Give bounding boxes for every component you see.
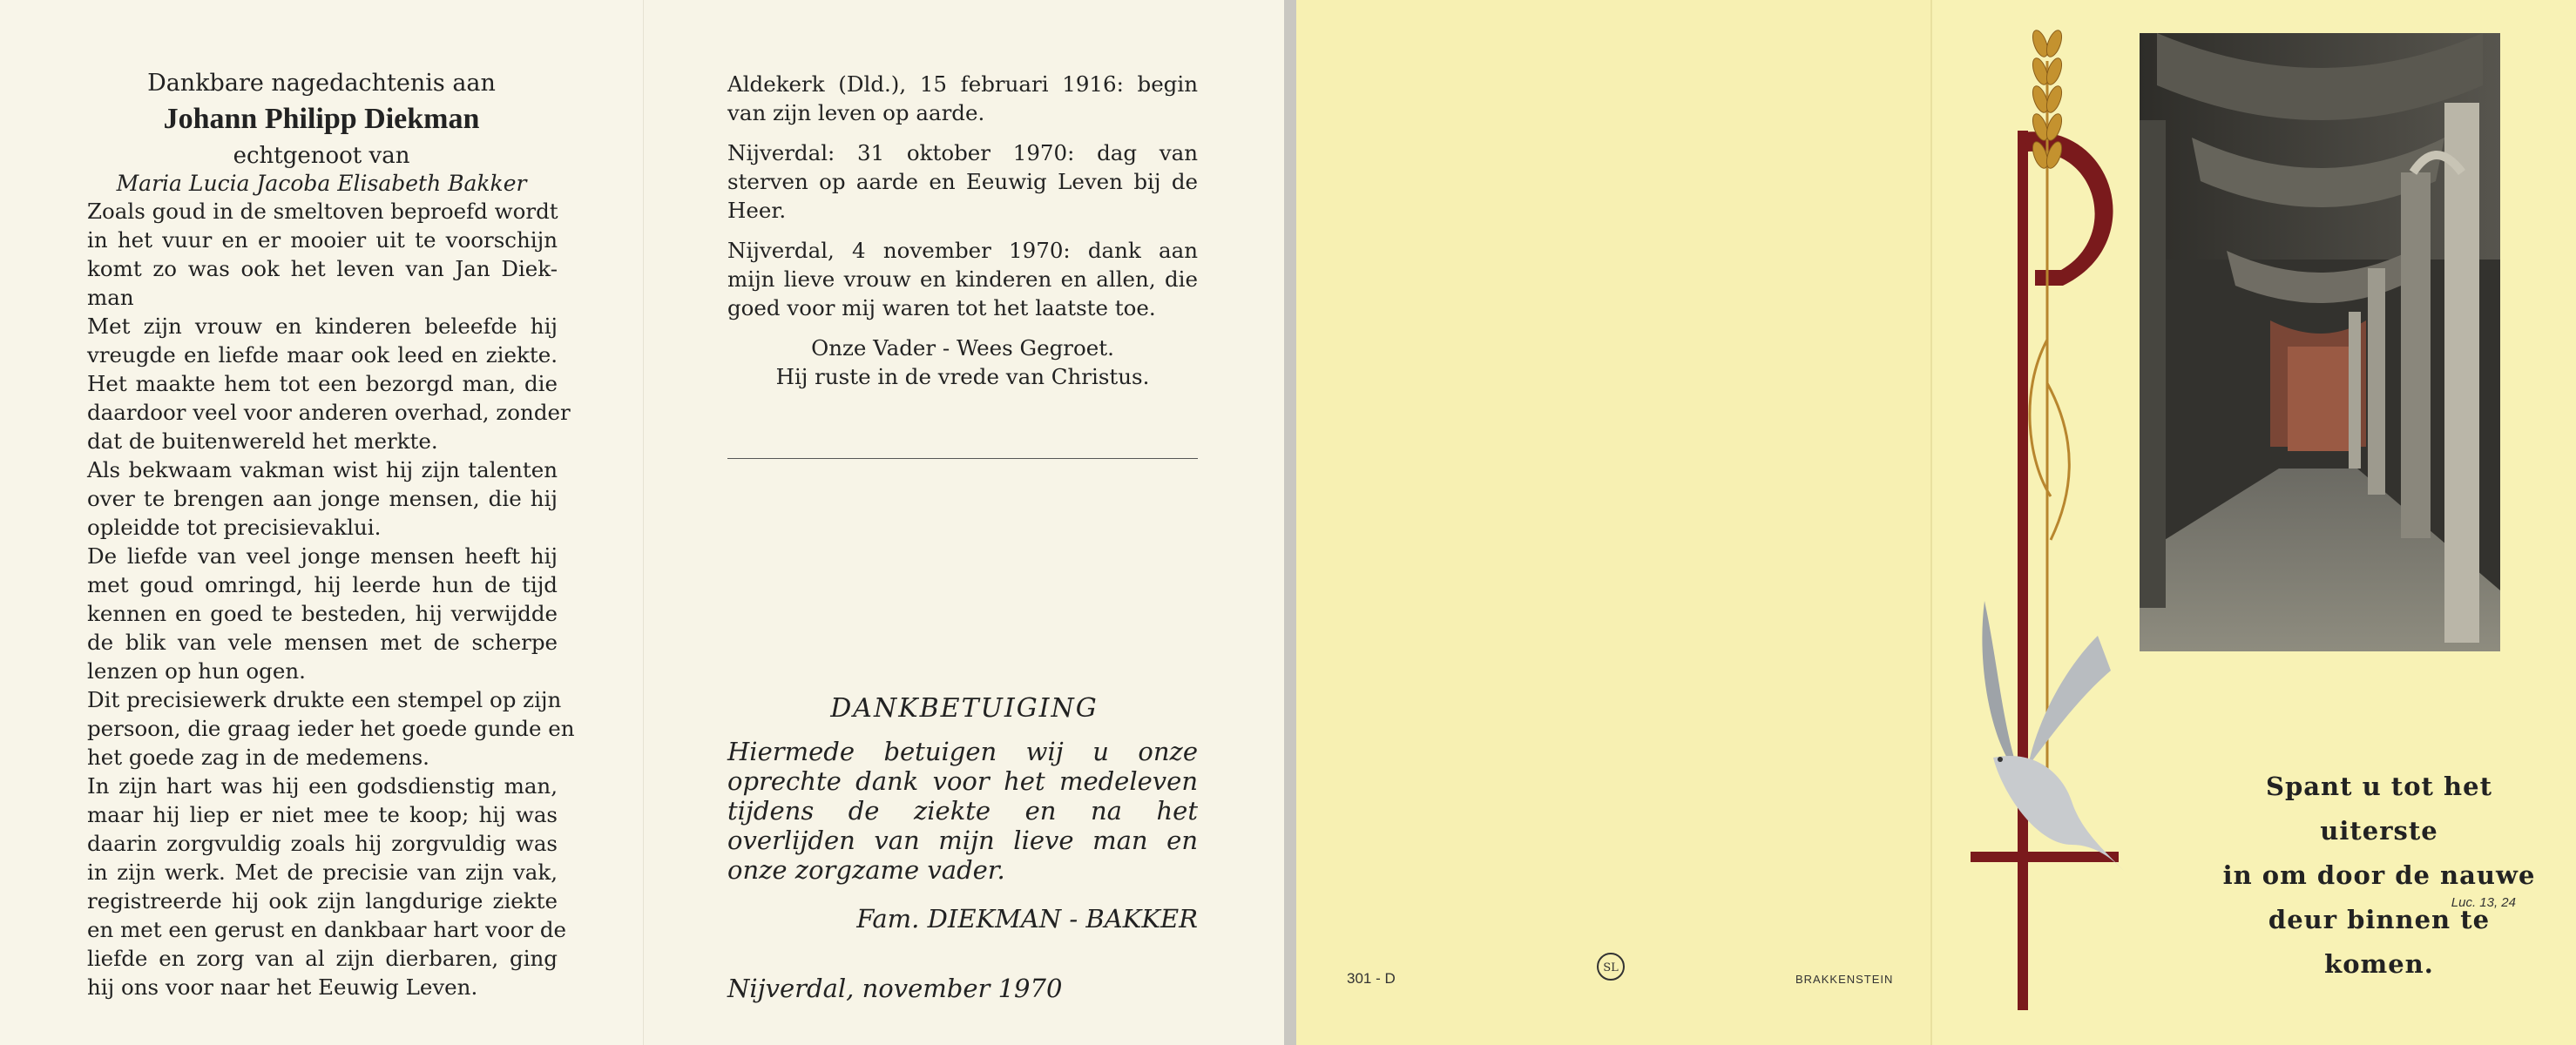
biography-line: Zoals goud in de smeltoven beproefd wordt <box>87 199 558 224</box>
thanks-title: DANKBETUIGING <box>830 693 1099 724</box>
biography-line: over te brengen aan jonge mensen, die hij <box>87 486 558 511</box>
life-dates-text <box>727 70 1198 402</box>
chi-rho-crossbar <box>1971 852 2119 862</box>
biography-line: opleidde tot precisievaklui. <box>87 515 382 540</box>
biography-line: en met een gerust en dankbaar hart voor de <box>87 917 567 942</box>
biography-line: man <box>87 285 134 310</box>
spouse-name: Maria Lucia Jacoba Elisabeth Bakker <box>116 171 527 196</box>
quote-line-3: deur binnen te komen. <box>2268 905 2491 979</box>
relation-label: echtgenoot van <box>233 143 410 169</box>
biography-line: hij ons voor naar het Eeuwig Leven. <box>87 974 478 1000</box>
biography-line: de blik van vele mensen met de scherpe <box>87 630 558 655</box>
biography-line: De liefde van veel jonge mensen heeft hij <box>87 543 558 569</box>
dove-icon <box>1982 601 2124 871</box>
quote-line-2: in om door de nauwe <box>2222 860 2536 890</box>
thanks-body: Hiermede betuigen wij u onze oprechte dank voor het medeleven tijdens de ziekte en na het overlijden van mijn lieve man en onze zorgzame vader. <box>727 737 1198 885</box>
publisher-name: BRAKKENSTEIN <box>1795 973 1894 986</box>
biography-line: het goede zag in de medemens. <box>87 745 429 770</box>
biography-line: Het maakte hem tot een bezorgd man, die <box>87 371 558 396</box>
biography-line: komt zo was ook het leven van Jan Diek- <box>87 256 558 281</box>
biography-line: in zijn werk. Met de precisie van zijn vak, <box>87 860 558 885</box>
cloister-arcade-photo <box>2140 33 2500 651</box>
biography-text <box>87 197 575 1001</box>
death-paragraph: Nijverdal: 31 oktober 1970: dag van sterven op aarde en Eeuwig Leven bij de Heer. <box>727 140 1198 223</box>
funeral-paragraph: Nijverdal, 4 november 1970: dank aan mijn lieve vrouw en kinderen en allen, die goed voor mij waren tot het laatste toe. <box>727 238 1198 320</box>
quote-line-1: Spant u tot het uiterste <box>2266 772 2492 846</box>
biography-line: Als bekwaam vakman wist hij zijn talenten <box>87 457 558 482</box>
divider-line <box>727 458 1198 459</box>
biography-line: daardoor veel voor anderen overhad, zonder <box>87 400 571 425</box>
biography-line: daarin zorgvuldig zoals hij zorgvuldig was <box>87 831 558 856</box>
front-cover-panel <box>1930 0 2576 1045</box>
inside-left-panel <box>0 0 643 1045</box>
family-signature: Fam. DIEKMAN - BAKKER <box>856 904 1198 934</box>
scripture-quote <box>2211 765 2547 987</box>
back-cover-panel <box>1296 0 1930 1045</box>
biography-line: maar hij liep er niet mee te koop; hij was <box>87 802 558 827</box>
publisher-logo-icon <box>1595 951 1626 982</box>
biography-line: Dit precisiewerk drukte een stempel op zijn <box>87 687 562 712</box>
rest-line: Hij ruste in de vrede van Christus. <box>775 364 1150 389</box>
biography-line: vreugde en liefde maar ook leed en ziekte. <box>87 342 558 367</box>
card-code: 301 - D <box>1347 970 1396 987</box>
biography-line: liefde en zorg van al zijn dierbaren, ging <box>87 946 558 971</box>
biography-line: met goud omringd, hij leerde hun de tijd <box>87 572 558 597</box>
biography-line: In zijn hart was hij een godsdienstig man, <box>87 773 558 799</box>
deceased-name: Johann Philipp Diekman <box>163 103 480 135</box>
biography-line: lenzen op hun ogen. <box>87 658 306 684</box>
memorial-heading: Dankbare nagedachtenis aan <box>147 70 496 97</box>
place-date: Nijverdal, november 1970 <box>727 974 1063 1003</box>
biography-line: registreerde hij ook zijn langdurige ziekte <box>87 888 558 914</box>
biography-line: kennen en goed te besteden, hij verwijdde <box>87 601 558 626</box>
wheat-leaf-right <box>2047 383 2069 540</box>
biography-line: in het vuur en er mooier uit te voorschijn <box>87 227 558 253</box>
chi-rho-wheat-dove-emblem <box>1967 9 2150 1036</box>
prayer-line: Onze Vader - Wees Gegroet. <box>811 335 1114 361</box>
biography-line: persoon, die graag ieder het goede gunde en <box>87 716 575 741</box>
logo-mark: SL <box>1603 961 1619 974</box>
inside-right-panel <box>643 0 1284 1045</box>
chi-rho-staff <box>2018 131 2028 1010</box>
scripture-reference: Luc. 13, 24 <box>2451 895 2516 910</box>
card-gap <box>1284 0 1296 1045</box>
biography-line: Met zijn vrouw en kinderen beleefde hij <box>87 314 558 339</box>
birth-paragraph: Aldekerk (Dld.), 15 februari 1916: begin van zijn leven op aarde. <box>727 71 1198 125</box>
biography-line: dat de buitenwereld het merkte. <box>87 428 438 454</box>
